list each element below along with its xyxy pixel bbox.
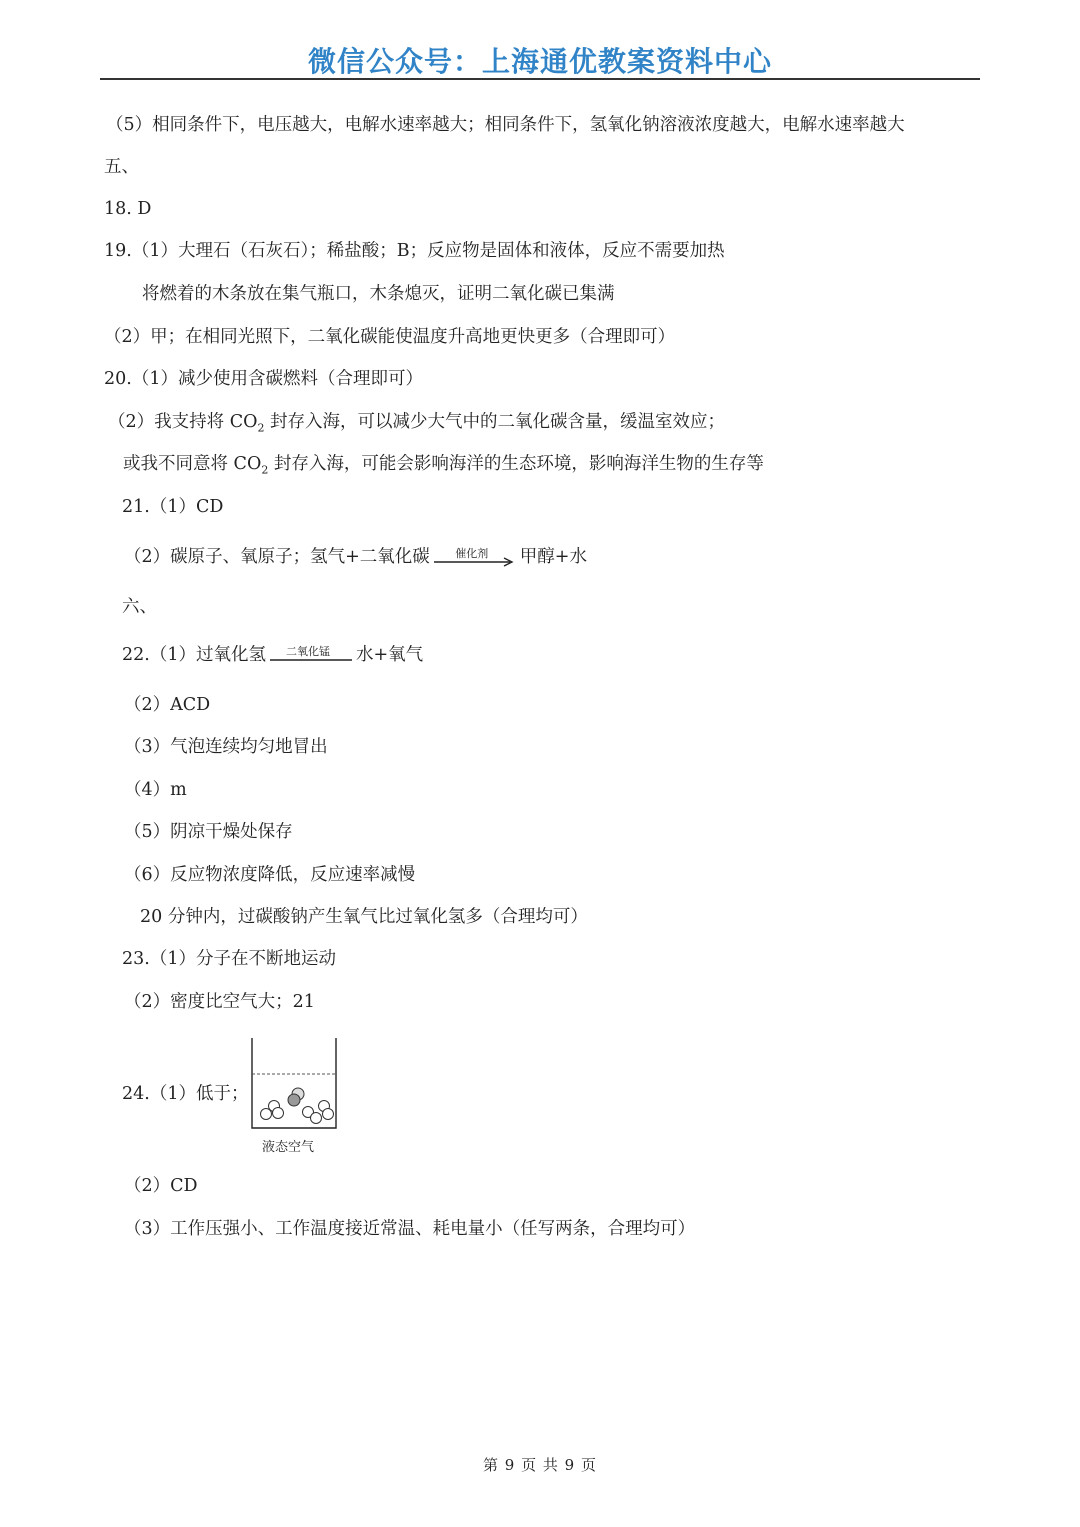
answer-line: （2）CD (124, 1176, 198, 1196)
reaction-arrow (270, 644, 352, 666)
answer-line (122, 644, 423, 666)
reaction-arrow (434, 546, 516, 568)
page-header-title: 微信公众号：上海通优教案资料中心 (307, 45, 772, 78)
subscript: 2 (261, 463, 269, 477)
answer-line: 20.（1）减少使用含碳燃料（合理即可） (104, 369, 423, 389)
answer-line (124, 546, 587, 568)
arrow-icon (270, 654, 352, 666)
subscript: 2 (257, 421, 265, 435)
answer-text: （2）我支持将 CO (108, 412, 258, 432)
answer-line: 19.（1）大理石（石灰石）；稀盐酸；B；反应物是固体和液体，反应不需要加热 (104, 241, 725, 261)
arrow-icon (434, 556, 516, 568)
answer-line (108, 411, 725, 440)
answer-line: （2）ACD (124, 695, 211, 715)
answer-line: （2）密度比空气大；21 (124, 992, 315, 1012)
section-heading: 六、 (122, 597, 157, 617)
answer-line: （2）甲；在相同光照下，二氧化碳能使温度升高地更快更多（合理即可） (104, 327, 676, 347)
answer-text: 封存入海，可能会影响海洋的生态环境，影响海洋生物的生存等 (268, 454, 764, 474)
answer-line: （5）阴凉干燥处保存 (124, 822, 293, 842)
header-divider (100, 78, 980, 80)
figure-caption: 液态空气 (262, 1140, 315, 1155)
answer-line: （5）相同条件下，电压越大，电解水速率越大；相同条件下，氢氧化钠溶液浓度越大，电解水速率越大 (106, 115, 905, 135)
answer-text: 水+氧气 (355, 645, 424, 665)
answer-line: 21.（1）CD (122, 497, 224, 517)
answer-line (123, 453, 764, 482)
answer-text: 甲醇+水 (519, 547, 587, 567)
page-number: 第 9 页 共 9 页 (483, 1456, 597, 1474)
answer-line: 23.（1）分子在不断地运动 (122, 949, 336, 969)
answer-text: 或我不同意将 CO (123, 454, 262, 474)
answer-line: （3）气泡连续均匀地冒出 (124, 737, 328, 757)
reaction-condition: 催化剂 (455, 547, 489, 560)
answer-text: 22.（1）过氧化氢 (122, 645, 266, 665)
answer-line: （6）反应物浓度降低，反应速率减慢 (124, 865, 416, 885)
answer-line: 18. D (104, 199, 152, 219)
answer-line: 24.（1）低于； (122, 1084, 249, 1104)
section-heading: 五、 (104, 157, 139, 177)
answer-text: （2）碳原子、氧原子；氢气+二氧化碳 (124, 547, 430, 567)
answer-line: （3）工作压强小、工作温度接近常温、耗电量小（任写两条，合理均可） (124, 1219, 696, 1239)
reaction-condition: 二氧化锰 (285, 645, 330, 658)
answer-line: 将燃着的木条放在集气瓶口，木条熄灭，证明二氧化碳已集满 (142, 284, 615, 304)
answer-line: （4）m (124, 780, 187, 800)
answer-line: 20 分钟内，过碳酸钠产生氧气比过氧化氢多（合理均可） (140, 907, 588, 927)
answer-text: 封存入海，可以减少大气中的二氧化碳含量，缓温室效应； (264, 412, 725, 432)
